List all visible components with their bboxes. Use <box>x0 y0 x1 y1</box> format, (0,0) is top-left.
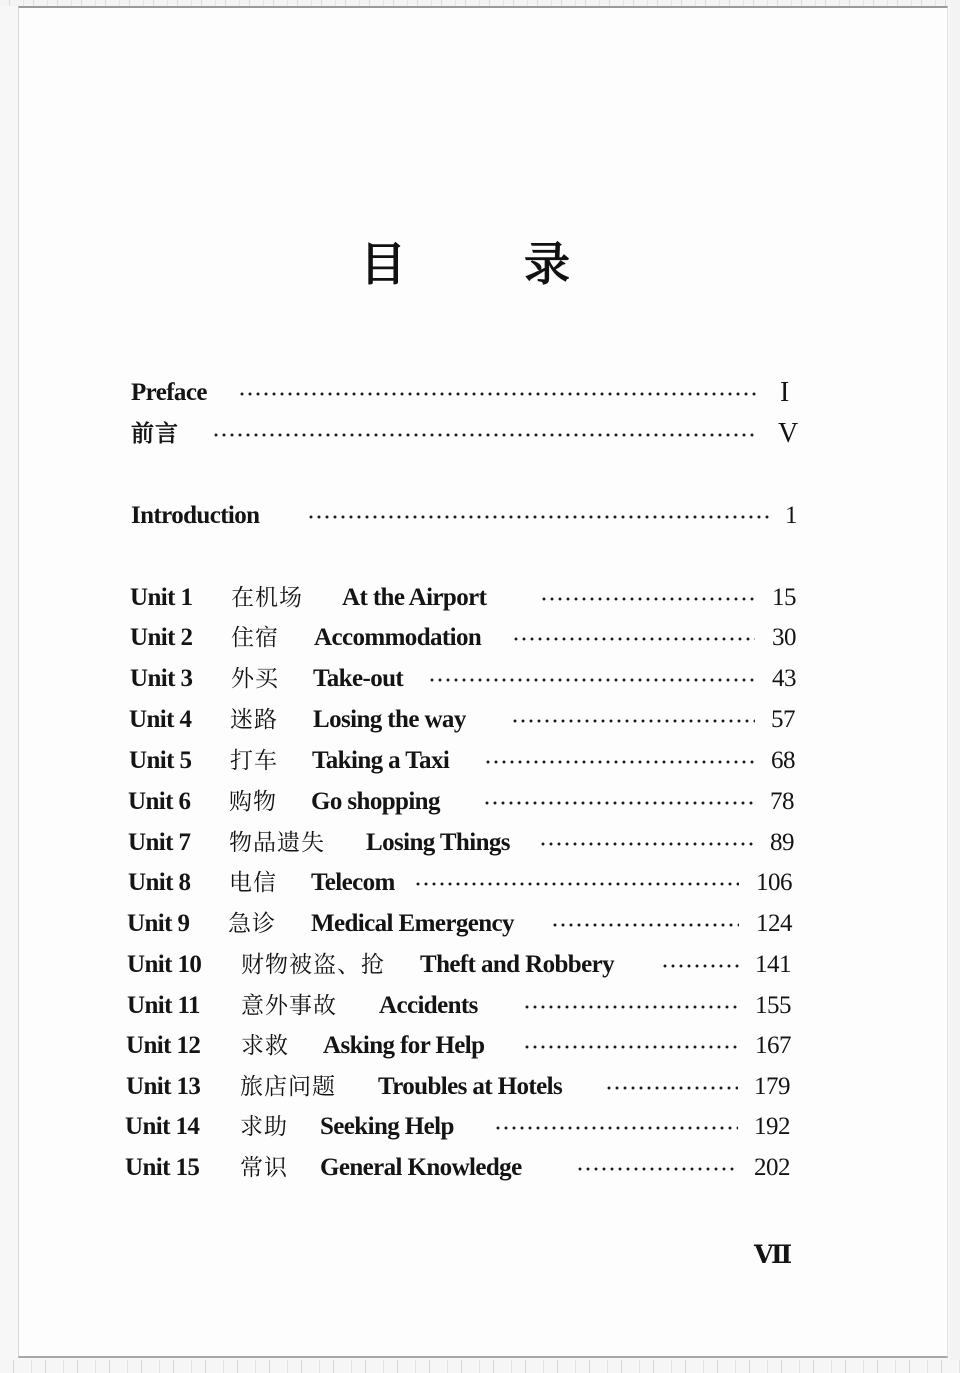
toc-entry-unit-9[interactable] <box>0 906 960 942</box>
unit-label: Unit 7 <box>128 829 191 856</box>
page-number: 89 <box>770 829 794 856</box>
dot-leader <box>428 678 755 682</box>
page-folio: Ⅶ <box>754 1242 790 1269</box>
page-number: 155 <box>755 992 791 1019</box>
unit-title-zh: 物品遗失 <box>229 830 325 856</box>
dot-leader <box>484 760 755 764</box>
toc-entry-unit-8[interactable] <box>0 865 960 901</box>
unit-label: Unit 9 <box>127 910 190 937</box>
unit-label: Unit 8 <box>128 869 191 896</box>
page-number: 167 <box>755 1032 791 1059</box>
page-number: 202 <box>754 1154 790 1181</box>
dot-leader <box>238 392 758 396</box>
title-char-2: 录 <box>524 237 570 291</box>
unit-title-zh: 外买 <box>231 666 279 692</box>
unit-label: Unit 13 <box>126 1073 201 1100</box>
page-number: 141 <box>755 951 791 978</box>
page-number: 43 <box>772 665 796 692</box>
unit-title-zh: 急诊 <box>228 911 276 937</box>
toc-entry-unit-1[interactable] <box>0 580 960 616</box>
unit-title-en: Losing the way <box>313 706 466 733</box>
unit-title-en: General Knowledge <box>320 1154 522 1181</box>
unit-title-zh: 购物 <box>229 789 277 815</box>
unit-title-zh: 迷路 <box>230 707 278 733</box>
toc-entry-unit-11[interactable] <box>0 988 960 1024</box>
dot-leader <box>523 1005 738 1009</box>
unit-title-zh: 住宿 <box>231 625 279 651</box>
toc-entry-preface[interactable] <box>0 375 960 411</box>
unit-title-zh: 在机场 <box>231 585 303 611</box>
page-number: 179 <box>754 1073 790 1100</box>
entry-title: Preface <box>131 379 207 406</box>
dot-leader <box>414 882 739 886</box>
unit-title-en: Theft and Robbery <box>420 951 614 978</box>
unit-title-en: Medical Emergency <box>311 910 514 937</box>
unit-title-en: Taking a Taxi <box>312 747 450 774</box>
page-number: V <box>778 418 799 449</box>
toc-entry-unit-15[interactable] <box>0 1150 960 1186</box>
unit-label: Unit 15 <box>125 1154 200 1181</box>
toc-entry-unit-12[interactable] <box>0 1028 960 1064</box>
dot-leader <box>605 1086 738 1090</box>
unit-title-zh: 财物被盗、抢 <box>241 952 385 978</box>
dot-leader <box>539 842 754 846</box>
unit-title-en: Take-out <box>313 665 404 692</box>
unit-title-zh: 常识 <box>240 1155 288 1181</box>
unit-label: Unit 14 <box>125 1113 200 1140</box>
dot-leader <box>212 433 758 437</box>
dot-leader <box>523 1045 738 1049</box>
toc-entry-unit-4[interactable] <box>0 702 960 738</box>
unit-title-zh: 求救 <box>241 1033 289 1059</box>
unit-title-zh: 旅店问题 <box>240 1074 336 1100</box>
unit-title-en: Go shopping <box>311 788 440 815</box>
unit-label: Unit 4 <box>129 706 192 733</box>
page-number: 78 <box>770 788 794 815</box>
unit-label: Unit 5 <box>129 747 192 774</box>
toc-entry-unit-2[interactable] <box>0 620 960 656</box>
unit-label: Unit 10 <box>127 951 202 978</box>
dot-leader <box>512 637 755 641</box>
unit-title-en: Telecom <box>311 869 395 896</box>
dot-leader <box>483 801 754 805</box>
unit-title-zh: 电信 <box>229 870 277 896</box>
dot-leader <box>511 719 755 723</box>
toc-entry-introduction[interactable] <box>0 498 960 534</box>
page-number: 57 <box>771 706 795 733</box>
title-char-1: 目 <box>360 237 406 291</box>
unit-title-en: Asking for Help <box>323 1032 485 1059</box>
unit-title-en: Troubles at Hotels <box>378 1073 563 1100</box>
entry-title: Introduction <box>131 502 260 529</box>
page-number: I <box>780 377 790 408</box>
unit-label: Unit 2 <box>130 624 193 651</box>
unit-title-en: Accidents <box>379 992 478 1019</box>
toc-entry-unit-7[interactable] <box>0 825 960 861</box>
dot-leader <box>551 923 739 927</box>
unit-title-zh: 打车 <box>230 748 278 774</box>
toc-entry-unit-14[interactable] <box>0 1109 960 1145</box>
unit-label: Unit 11 <box>127 992 200 1019</box>
unit-title-en: Accommodation <box>314 624 482 651</box>
unit-title-en: Losing Things <box>366 829 510 856</box>
toc-entry-unit-5[interactable] <box>0 743 960 779</box>
page-number: 68 <box>771 747 795 774</box>
page-number: 15 <box>772 584 796 611</box>
dot-leader <box>494 1126 738 1130</box>
dot-leader <box>307 515 771 519</box>
unit-label: Unit 6 <box>128 788 191 815</box>
unit-title-zh: 求助 <box>240 1114 288 1140</box>
dot-leader <box>661 964 739 968</box>
dot-leader <box>540 597 755 601</box>
page-number: 192 <box>754 1113 790 1140</box>
page-title <box>0 232 960 296</box>
dot-leader <box>576 1167 738 1171</box>
unit-title-en: At the Airport <box>342 584 487 611</box>
toc-entry-unit-6[interactable] <box>0 784 960 820</box>
page-number: 30 <box>772 624 796 651</box>
unit-title-en: Seeking Help <box>320 1113 454 1140</box>
unit-label: Unit 1 <box>130 584 193 611</box>
toc-entry-unit-3[interactable] <box>0 661 960 697</box>
page-number: 124 <box>756 910 792 937</box>
page-number: 106 <box>756 869 792 896</box>
unit-title-zh: 意外事故 <box>241 993 337 1019</box>
unit-label: Unit 12 <box>126 1032 201 1059</box>
scan-edge-bottom <box>0 1360 960 1373</box>
toc-entry-unit-13[interactable] <box>0 1069 960 1105</box>
entry-title: 前言 <box>131 421 179 447</box>
toc-entry-unit-10[interactable] <box>0 947 960 983</box>
page-number: 1 <box>785 502 797 529</box>
unit-label: Unit 3 <box>130 665 193 692</box>
toc-entry-qianyan[interactable] <box>0 416 960 452</box>
